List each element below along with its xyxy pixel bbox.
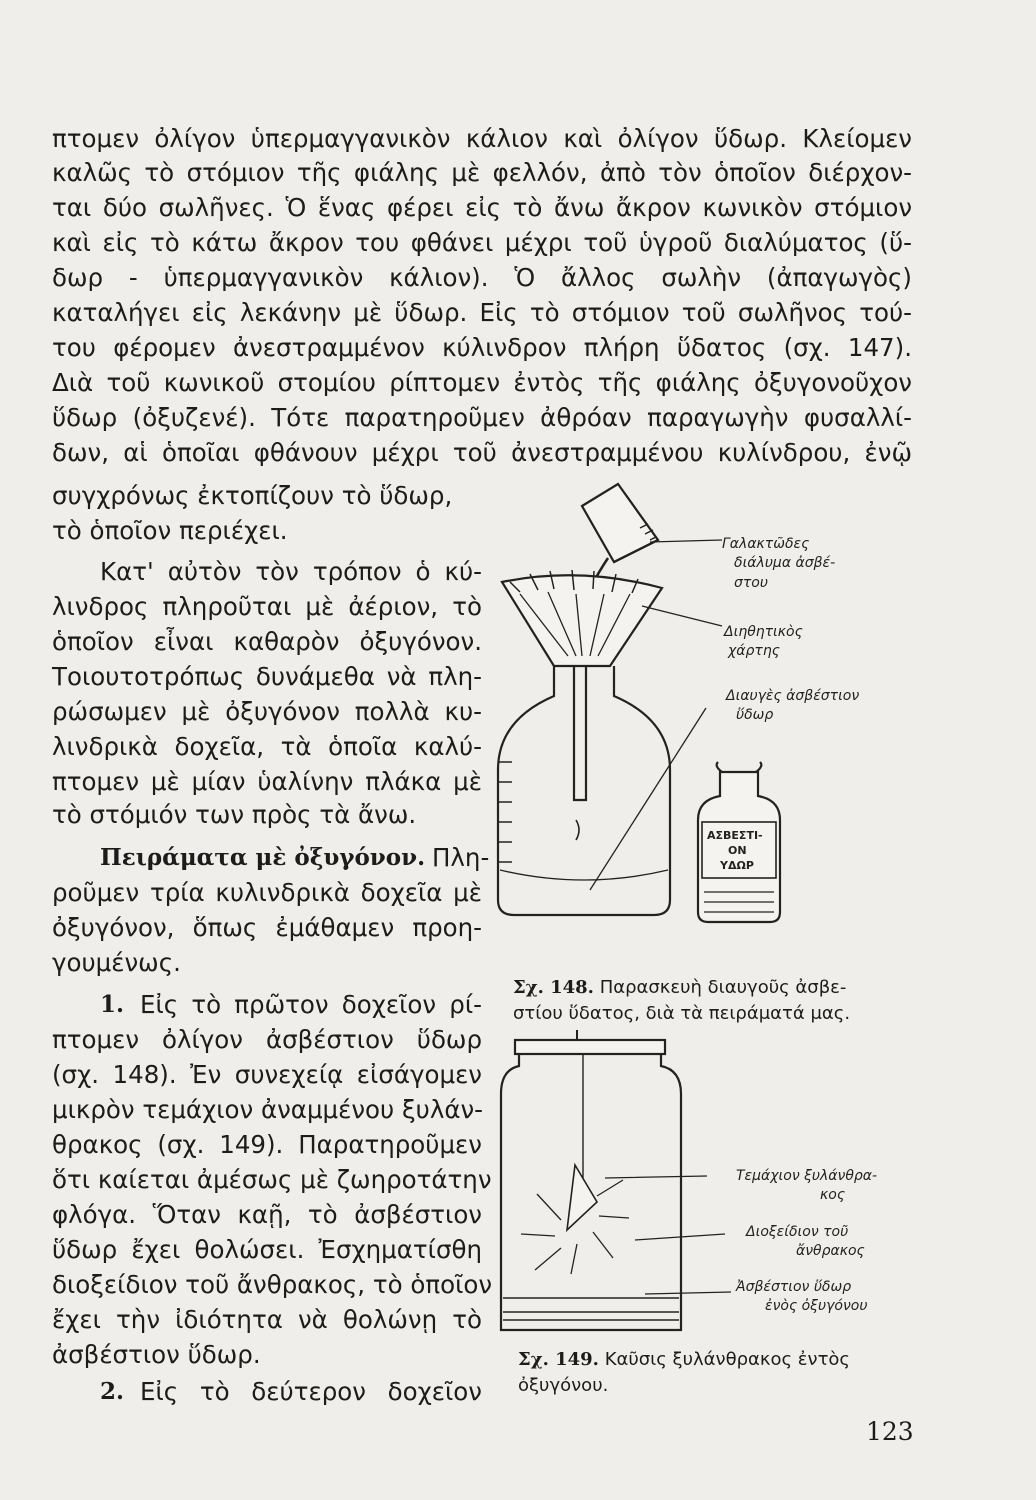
text-line: καλῶς τὸ στόμιον τῆς φιάλης μὲ φελλόν, ἀπὸ τὸν ὁποῖον διέρχον- — [52, 158, 912, 187]
figure-caption — [518, 1348, 850, 1372]
figure-number: Σχ. 148. — [513, 977, 594, 998]
text-line: Κατ' αὐτὸν τὸν τρόπον ὁ κύ- — [100, 557, 482, 586]
figure-label: Τεμάχιον ξυλάνθρα- — [736, 1168, 878, 1184]
figure-caption — [513, 976, 846, 1000]
text-line: ὕδωρ (ὀξυζενέ). Τότε παρατηροῦμεν ἀθρόαν παραγωγὴν φυσαλλί- — [52, 403, 912, 432]
text-line: συγχρόνως ἐκτοπίζουν τὸ ὕδωρ, — [52, 481, 453, 510]
text-line: Πλη- — [432, 843, 490, 872]
figure-label: ὕδωρ — [736, 707, 774, 723]
bottle-label: ΑΣΒΕΣΤΙ- — [707, 829, 763, 842]
bottle-label: ΥΔΩΡ — [720, 859, 754, 872]
figure-number: Σχ. 149. — [518, 1349, 599, 1370]
figure-label: διάλυμα ἀσβέ- — [734, 555, 836, 571]
text-line: ὅτι καίεται ἀμέσως μὲ ζωηροτάτην — [52, 1165, 492, 1194]
text-line: δων, αἱ ὁποῖαι φθάνουν μέχρι τοῦ ἀνεστραμμένου κυλίνδρου, ἐνῷ — [52, 438, 912, 467]
text-line: ροῦμεν τρία κυλινδρικὰ δοχεῖα μὲ — [52, 878, 482, 907]
figure-label: Γαλακτῶδες — [722, 536, 810, 552]
figure-label: χάρτης — [728, 643, 780, 659]
caption-text: ὀξυγόνου. — [518, 1375, 609, 1396]
figure-label: Διοξείδιον τοῦ — [746, 1224, 849, 1240]
text-line: πτομεν ὀλίγον ὑπερμαγγανικὸν κάλιον καὶ ὀλίγον ὕδωρ. Κλείομεν — [52, 124, 912, 153]
text-line: δωρ - ὑπερμαγγανικὸν κάλιον). Ὁ ἄλλος σωλὴν (ἀπαγωγὸς) — [52, 263, 912, 292]
text-line: Διὰ τοῦ κωνικοῦ στομίου ρίπτομεν ἐντὸς τῆς φιάλης ὀξυγονοῦχον — [52, 368, 912, 397]
text-line: Τοιουτοτρόπως δυνάμεθα νὰ πλη- — [52, 662, 482, 691]
text-line: τὸ ὁποῖον περιέχει. — [52, 516, 288, 545]
text-line: λινδρικὰ δοχεῖα, τὰ ὁποῖα καλύ- — [52, 732, 482, 761]
text-line: διοξείδιον τοῦ ἄνθρακος, τὸ ὁποῖον — [52, 1270, 493, 1299]
text-line: τὸ στόμιόν των πρὸς τὰ ἄνω. — [52, 800, 417, 829]
text-line: ἔχει τὴν ἰδιότητα νὰ θολώνῃ τὸ — [52, 1305, 482, 1334]
text-line: Εἰς τὸ δεύτερον δοχεῖον — [140, 1377, 482, 1406]
text-line: ὀξυγόνον, ὅπως ἐμάθαμεν προη- — [52, 913, 482, 942]
caption-text: Παρασκευὴ διαυγοῦς ἀσβε- — [599, 977, 847, 998]
caption-text: Καῦσις ξυλάνθρακος ἐντὸς — [604, 1349, 850, 1370]
text-line: μικρὸν τεμάχιον ἀναμμένου ξυλάν- — [52, 1095, 484, 1124]
figure-label: ἐνὸς ὀξυγόνου — [765, 1298, 868, 1314]
text-line: (σχ. 148). Ἐν συνεχείᾳ εἰσάγομεν — [52, 1060, 482, 1089]
figure-label: κος — [820, 1187, 846, 1203]
text-line: ὁποῖον εἶναι καθαρὸν ὀξυγόνον. — [52, 627, 482, 656]
bottle-label: ΟΝ — [728, 844, 747, 857]
text-line: θρακος (σχ. 149). Παρατηροῦμεν — [52, 1130, 482, 1159]
text-line: ἀσβέστιον ὕδωρ. — [52, 1340, 261, 1369]
item-number: 1. — [100, 991, 125, 1018]
figure-148-illustration — [490, 470, 910, 940]
text-line: του φέρομεν ἀνεστραμμένον κύλινδρον πλήρη ὕδατος (σχ. 147). — [52, 333, 912, 362]
text-line: φλόγα. Ὅταν καῇ, τὸ ἀσβέστιον — [52, 1200, 482, 1229]
figure-label: ἄνθρακος — [796, 1243, 865, 1259]
text-line: Εἰς τὸ πρῶτον δοχεῖον ρί- — [140, 990, 482, 1019]
figure-label: Ἀσβέστιον ὕδωρ — [736, 1279, 852, 1295]
text-line: καὶ εἰς τὸ κάτω ἄκρον του φθάνει μέχρι τοῦ ὑγροῦ διαλύματος (ὕ- — [52, 228, 912, 257]
text-line: πτομεν ὀλίγον ἀσβέστιον ὕδωρ — [52, 1025, 482, 1054]
figure-label: στου — [734, 575, 768, 591]
text-line: πτομεν μὲ μίαν ὑαλίνην πλάκα μὲ — [52, 767, 482, 796]
text-line: γουμένως. — [52, 948, 181, 977]
text-line: ται δύο σωλῆνες. Ὁ ἕνας φέρει εἰς τὸ ἄνω ἄκρον κωνικὸν στόμιον — [52, 193, 912, 222]
section-heading: Πειράματα μὲ ὀξυγόνον. — [100, 844, 426, 871]
text-line: καταλήγει εἰς λεκάνην μὲ ὕδωρ. Εἰς τὸ στόμιον τοῦ σωλῆνος τού- — [52, 298, 912, 327]
figure-label: Διαυγὲς ἀσβέστιον — [726, 688, 860, 704]
text-line: ὕδωρ ἔχει θολώσει. Ἐσχηματίσθη — [52, 1235, 482, 1264]
page-number: 123 — [866, 1417, 914, 1446]
caption-text: στίου ὕδατος, διὰ τὰ πειράματά μας. — [513, 1003, 851, 1024]
text-line: ρώσωμεν μὲ ὀξυγόνον πολλὰ κυ- — [52, 697, 482, 726]
item-number: 2. — [100, 1378, 125, 1405]
text-line: λινδρος πληροῦται μὲ ἀέριον, τὸ — [52, 592, 482, 621]
figure-label: Διηθητικὸς — [724, 624, 803, 640]
